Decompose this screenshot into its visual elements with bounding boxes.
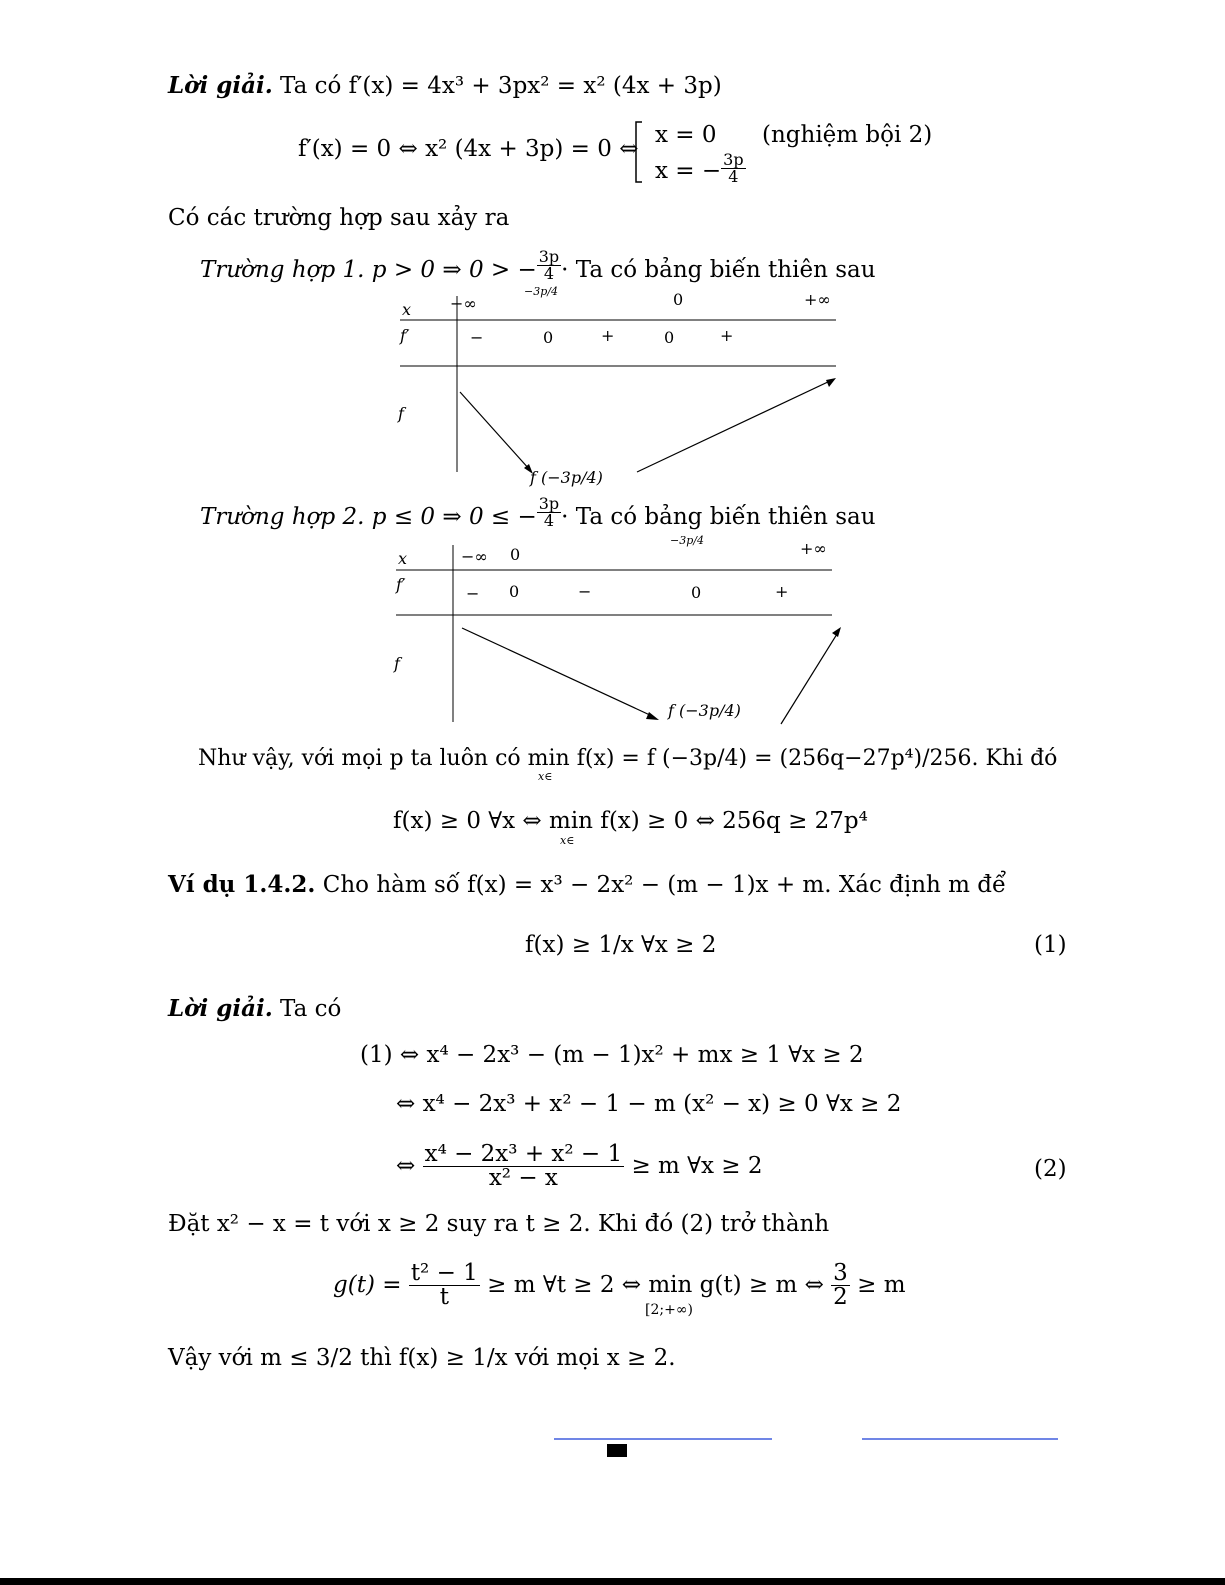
- t1-row-f: f: [398, 404, 404, 423]
- t1-row-x: x: [402, 300, 412, 319]
- example-label: Ví dụ 1.4.2.: [168, 871, 316, 898]
- t1-x-root: −3p/4: [524, 285, 558, 298]
- case2-label: Trường hợp 2.: [200, 504, 365, 530]
- g-end-num: 3: [833, 1260, 848, 1286]
- t1-x-minus-inf: −∞: [450, 294, 477, 313]
- t2-x-zero: 0: [510, 545, 521, 564]
- solution-label-2: Lời giải.: [168, 995, 273, 1022]
- equation-tag-2: (2): [1034, 1156, 1067, 1182]
- t2-x-plus-inf: +∞: [800, 539, 827, 558]
- t2-row-fprime: f′: [396, 575, 406, 594]
- solution-label: Lời giải.: [168, 72, 273, 99]
- case1-frac-num: 3p: [538, 247, 560, 266]
- case2-condition: p ≤ 0 ⇒ 0 ≤ −: [371, 504, 537, 530]
- case-x-zero: x = 0: [655, 122, 717, 148]
- case2-frac-num: 3p: [538, 494, 560, 513]
- t1-x-plus-inf: +∞: [804, 290, 831, 309]
- substitution-line: Đặt x² − x = t với x ≥ 2 suy ra t ≥ 2. Khi đó (2) trở thành: [168, 1211, 830, 1237]
- nonnegativity-condition: f(x) ≥ 0 ∀x ⇔ min f(x) ≥ 0 ⇔ 256q ≥ 27p⁴: [393, 808, 868, 834]
- t2-fp-zero-1: 0: [509, 582, 520, 601]
- t2-fp-zero-2: 0: [691, 583, 702, 602]
- t2-row-x: x: [398, 549, 408, 568]
- t2-fp-sign-2: −: [578, 582, 592, 601]
- t2-row-f: f: [394, 654, 400, 673]
- t2-fp-sign-3: +: [775, 582, 789, 601]
- g-min-sub: [2;+∞): [645, 1302, 693, 1318]
- example-text: Cho hàm số f(x) = x³ − 2x² − (m − 1)x + m. Xác định m để: [322, 872, 1007, 898]
- g-middle: ≥ m ∀t ≥ 2 ⇔ min g(t) ≥ m ⇔: [487, 1272, 824, 1298]
- t1-x-zero: 0: [673, 290, 684, 309]
- t1-fp-sign-1: −: [470, 328, 484, 347]
- t1-fp-zero-1: 0: [543, 328, 554, 347]
- frac-den: 4: [728, 167, 739, 186]
- t2-min-value: f (−3p/4): [668, 701, 741, 720]
- derivation-frac-num: x⁴ − 2x³ + x² − 1: [424, 1141, 623, 1167]
- case1-label: Trường hợp 1.: [200, 257, 365, 283]
- derivation-line-2: ⇔ x⁴ − 2x³ + x² − 1 − m (x² − x) ≥ 0 ∀x ≥ 2: [396, 1091, 902, 1117]
- g-last: ≥ m: [857, 1272, 906, 1298]
- cases-intro: Có các trường hợp sau xảy ra: [168, 205, 510, 231]
- g-frac-num: t² − 1: [410, 1260, 478, 1286]
- case1-condition: p > 0 ⇒ 0 > −: [371, 257, 537, 283]
- t1-row-fprime: f′: [400, 326, 410, 345]
- t2-fp-sign-1: −: [466, 584, 480, 603]
- example-inequality: f(x) ≥ 1/x ∀x ≥ 2: [525, 932, 717, 958]
- solution-text-2: Ta có: [280, 996, 342, 1022]
- final-conclusion: Vậy với m ≤ 3/2 thì f(x) ≥ 1/x với mọi x ≥ 2.: [168, 1345, 676, 1371]
- case-x-root-prefix: x = −: [655, 158, 722, 184]
- t2-x-minus-inf: −∞: [461, 547, 488, 566]
- frac-num: 3p: [723, 150, 744, 169]
- derivation-frac-den: x² − x: [488, 1165, 558, 1191]
- nonnegativity-min-sub: x∈: [560, 834, 575, 847]
- multiplicity-note: (nghiệm bội 2): [762, 122, 933, 148]
- t1-fp-sign-2: +: [601, 326, 615, 345]
- conclusion-line: Như vậy, với mọi p ta luôn có min f(x) = f (−3p/4) = (256q−27p⁴)/256. Khi đó: [198, 746, 1058, 771]
- derivation-line-1: (1) ⇔ x⁴ − 2x³ − (m − 1)x² + mx ≥ 1 ∀x ≥ 2: [360, 1042, 864, 1068]
- page-bottom-bar: [0, 1578, 1225, 1585]
- equation-tag-1: (1): [1034, 932, 1067, 958]
- derivation-line-3: ⇔ $\frac{\text{x⁴ − 2x³ + x² − 1}}{\text{x² − x}}$ ≥ m ∀x ≥ 2: [396, 1141, 763, 1191]
- solution-text: Ta có f′(x) = 4x³ + 3px² = x² (4x + 3p): [280, 73, 722, 99]
- case2-text-b: · Ta có bảng biến thiên sau: [561, 504, 876, 530]
- derivation-rest: ≥ m ∀x ≥ 2: [631, 1153, 763, 1179]
- g-equation: g(t) = $\frac{\text{t² − 1}}{t}$ ≥ m ∀t ≥ 2 ⇔ min g(t) ≥ m ⇔ $\frac{3}{2}$ ≥ m: [333, 1260, 906, 1310]
- t1-min-value: f (−3p/4): [530, 468, 603, 487]
- derivative-equation: f′(x) = 0 ⇔ x² (4x + 3p) = 0 ⇔: [298, 136, 639, 162]
- conclusion-min-sub: x∈: [538, 770, 553, 783]
- t2-x-root: −3p/4: [670, 534, 704, 547]
- g-frac-den: t: [439, 1284, 449, 1310]
- t1-fp-sign-3: +: [720, 326, 734, 345]
- case2-frac-den: 4: [543, 511, 555, 530]
- g-end-den: 2: [833, 1284, 848, 1310]
- case1-frac-den: 4: [543, 264, 555, 283]
- t1-fp-zero-2: 0: [664, 328, 675, 347]
- case1-text-b: · Ta có bảng biến thiên sau: [561, 257, 876, 283]
